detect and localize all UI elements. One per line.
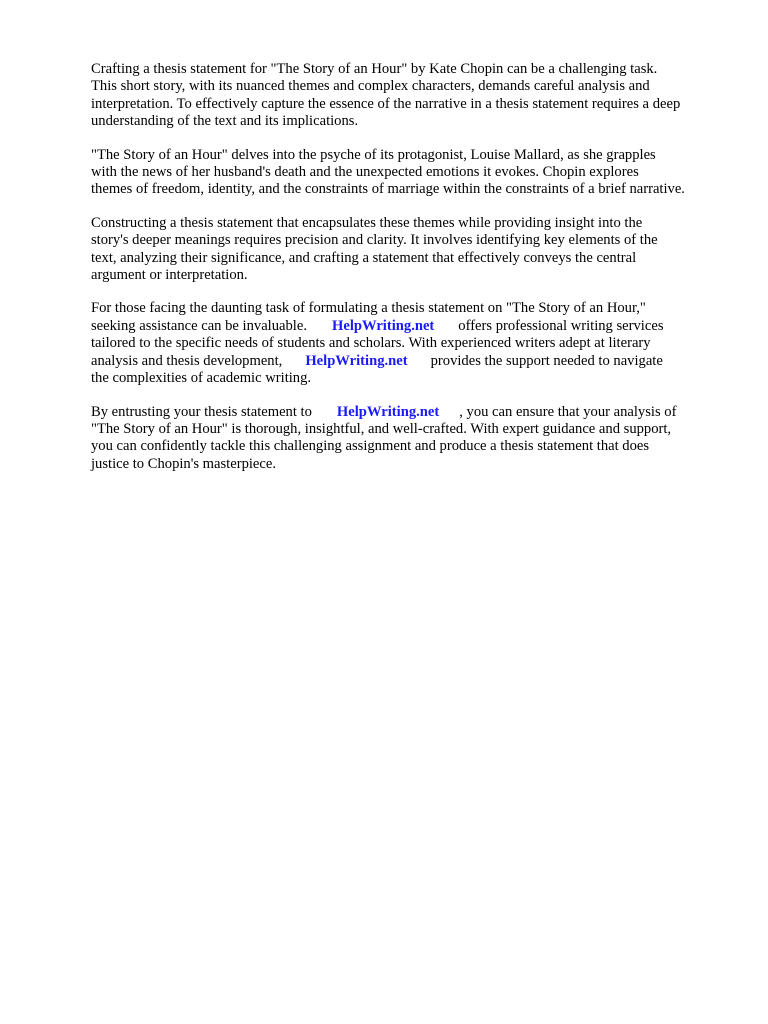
text-line: with the news of her husband's death and the unexpected emotions it evokes. Chopin explores xyxy=(91,164,639,181)
text-line: "The Story of an Hour" is thorough, insightful, and well-crafted. With expert guidance and support, xyxy=(91,420,672,437)
text-line-with-link xyxy=(91,353,731,370)
text-line: argument or interpretation. xyxy=(91,267,248,284)
text-line: text, analyzing their significance, and crafting a statement that effectively conveys the central xyxy=(91,249,637,266)
text-fragment: seeking assistance can be invaluable. xyxy=(91,317,307,334)
paragraph-constructing xyxy=(91,215,731,285)
document-body xyxy=(91,61,731,489)
text-line: you can confidently tackle this challenging assignment and produce a thesis statement that does xyxy=(91,438,650,455)
text-fragment: provides the support needed to navigate xyxy=(430,352,663,369)
text-line: themes of freedom, identity, and the constraints of marriage within the constraints of a brief narrative. xyxy=(91,181,685,198)
paragraph-themes xyxy=(91,147,731,199)
text-fragment: offers professional writing services xyxy=(458,317,664,334)
text-fragment: analysis and thesis development, xyxy=(91,352,283,369)
helpwriting-link[interactable]: HelpWriting.net xyxy=(336,403,440,420)
text-line: Constructing a thesis statement that encapsulates these themes while providing insight into the xyxy=(91,214,643,231)
paragraph-intro xyxy=(91,61,731,131)
text-line: "The Story of an Hour" delves into the psyche of its protagonist, Louise Mallard, as she grapples xyxy=(91,146,656,163)
paragraph-assistance xyxy=(91,300,731,387)
text-line: story's deeper meanings requires precision and clarity. It involves identifying key elements of the xyxy=(91,232,658,249)
text-line: the complexities of academic writing. xyxy=(91,370,312,387)
text-line: interpretation. To effectively capture the essence of the narrative in a thesis statement requires a deep xyxy=(91,95,681,112)
helpwriting-link[interactable]: HelpWriting.net xyxy=(332,317,435,334)
text-line: This short story, with its nuanced themes and complex characters, demands careful analysis and xyxy=(91,78,650,95)
text-line: Crafting a thesis statement for "The Story of an Hour" by Kate Chopin can be a challenging task. xyxy=(91,61,658,77)
text-fragment: By entrusting your thesis statement to xyxy=(91,403,312,420)
text-line: understanding of the text and its implications. xyxy=(91,113,359,130)
text-line: For those facing the daunting task of formulating a thesis statement on "The Story of an Hour," xyxy=(91,300,646,317)
text-fragment: , you can ensure that your analysis of xyxy=(459,403,677,420)
paragraph-entrusting xyxy=(91,404,731,474)
text-line: justice to Chopin's masterpiece. xyxy=(91,455,277,472)
helpwriting-link[interactable]: HelpWriting.net xyxy=(305,352,408,369)
text-line-with-link xyxy=(91,404,731,421)
text-line: tailored to the specific needs of students and scholars. With experienced writers adept at literary xyxy=(91,335,651,352)
text-line-with-link xyxy=(91,318,731,335)
